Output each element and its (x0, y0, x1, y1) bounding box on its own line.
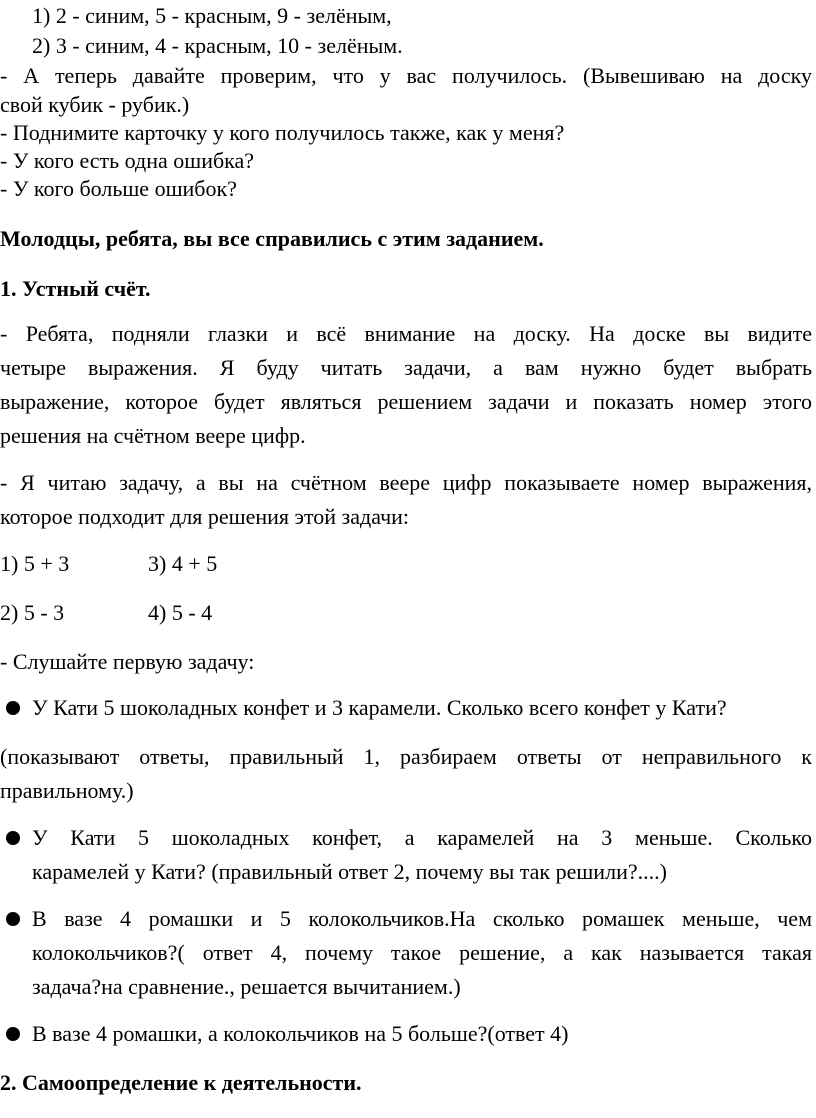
answer-line: (показывают ответы, правильный 1, разбираем ответы от неправильного к (0, 744, 812, 769)
bullet-icon (6, 831, 20, 845)
praise-heading: Молодцы, ребята, вы все справились с этим заданием. (0, 226, 544, 251)
text-line: - А теперь давайте проверим, что у вас получилось. (Вывешиваю на доску (0, 63, 812, 88)
paragraph-line: - Я читаю задачу, а вы на счётном веере цифр показываете номер выражения, (0, 470, 812, 495)
paragraph-line: - Ребята, подняли глазки и всё внимание на доску. На доске вы видите (0, 321, 812, 346)
task-line: У Кати 5 шоколадных конфет и 3 карамели. Сколько всего конфет у Кати? (32, 695, 727, 720)
paragraph-line: решения на счётном веере цифр. (0, 423, 306, 448)
task-line: колокольчиков?( ответ 4, почему такое решение, а как называется такая (32, 940, 812, 965)
listen-line: - Слушайте первую задачу: (0, 649, 255, 674)
task-line: карамелей у Кати? (правильный ответ 2, почему вы так решили?....) (32, 859, 667, 884)
bullet-icon (6, 701, 20, 715)
section-title: 2. Самоопределение к деятельности. (0, 1070, 362, 1095)
task-line: В вазе 4 ромашки, а колокольчиков на 5 больше?(ответ 4) (32, 1021, 569, 1046)
text-line: свой кубик - рубик.) (0, 92, 190, 117)
paragraph-line: которое подходит для решения этой задачи: (0, 504, 410, 529)
expression: 1) 5 + 3 (0, 551, 70, 576)
paragraph-line: выражение, которое будет являться решением задачи и показать номер этого (0, 389, 812, 414)
expression: 3) 4 + 5 (148, 551, 218, 576)
answer-line: правильному.) (0, 778, 134, 803)
task-line: У Кати 5 шоколадных конфет, а карамелей на 3 меньше. Сколько (32, 825, 812, 850)
task-line: задача?на сравнение., решается вычитанием.) (32, 974, 461, 999)
text-line: 2) 3 - синим, 4 - красным, 10 - зелёным. (32, 33, 403, 58)
text-line: - У кого есть одна ошибка? (0, 148, 255, 173)
expression: 4) 5 - 4 (148, 600, 213, 625)
text-line: - У кого больше ошибок? (0, 176, 237, 201)
section-title: 1. Устный счёт. (0, 276, 151, 301)
task-line: В вазе 4 ромашки и 5 колокольчиков.На сколько ромашек меньше, чем (32, 906, 812, 931)
bullet-icon (6, 1027, 20, 1041)
paragraph-line: четыре выражения. Я буду читать задачи, а вам нужно будет выбрать (0, 355, 812, 380)
bullet-icon (6, 912, 20, 926)
expression: 2) 5 - 3 (0, 600, 65, 625)
text-line: - Поднимите карточку у кого получилось также, как у меня? (0, 120, 565, 145)
text-line: 1) 2 - синим, 5 - красным, 9 - зелёным, (32, 3, 392, 28)
